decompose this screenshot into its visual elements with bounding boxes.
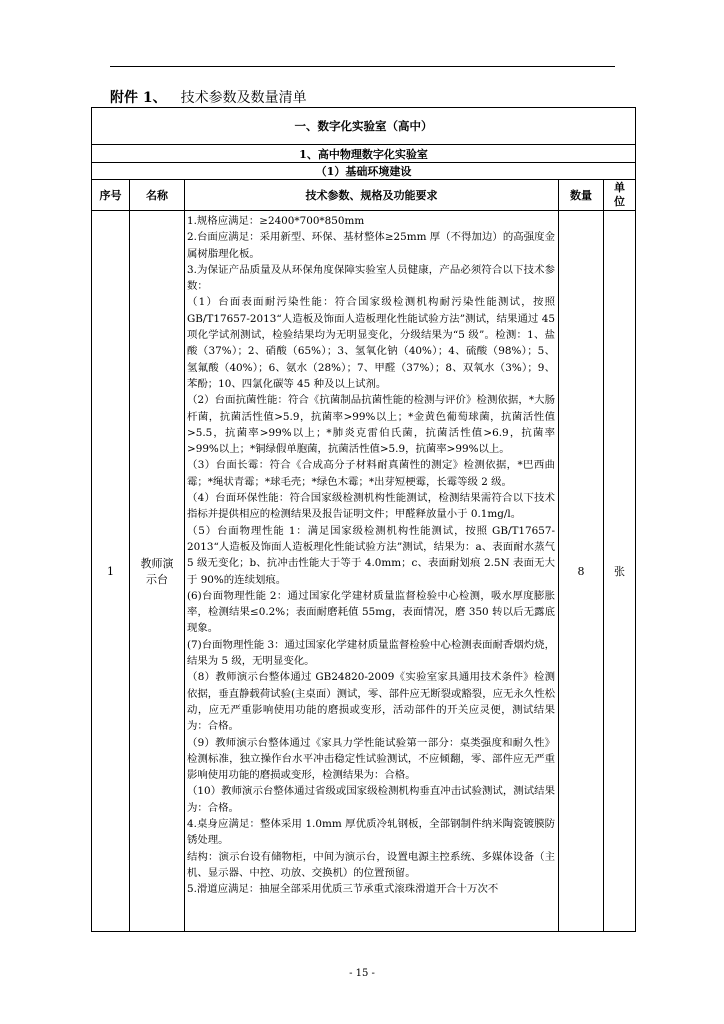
header-name: 名称 xyxy=(130,180,185,211)
spec-paragraph: 3.为保证产品质量及从环保角度保障实验室人员健康，产品必须符合以下技术参数： xyxy=(187,263,555,293)
row-unit: 张 xyxy=(604,211,636,932)
header-unit-line1: 单 xyxy=(614,181,625,194)
spec-paragraph: （4）台面环保性能：符合国家级检测机构性能测试，检测结果需符合以下技术指标并提供相应的检测结果及报告证明文件；甲醛释放量小于 0.1mg/l。 xyxy=(187,492,555,521)
header-unit-line2: 位 xyxy=(614,195,625,208)
attachment-label: 附件 1、 xyxy=(110,90,167,106)
header-row xyxy=(92,180,636,211)
category-title: （1）基础环境建设 xyxy=(92,163,636,180)
subsection-row xyxy=(92,145,636,163)
attachment-heading xyxy=(110,87,307,107)
spec-paragraph: 5.滑道应满足：抽屉全部采用优质三节承重式滚珠滑道开合十万次不 xyxy=(187,883,499,896)
spec-paragraph: （8）教师演示台整体通过 GB24820-2009《实验室家具通用技术条件》检测依据，垂直静载荷试验(主桌面）测试，零、部件应无断裂或豁裂，应无永久性松动，应无严重影响使用功能的磨损或变形，活动部件的开关应灵便，测试结果为：合格。 xyxy=(187,671,555,733)
spec-paragraph: 4.桌身应满足：整体采用 1.0mm 厚优质冷轧钢板，全部钢制件纳米陶瓷镀膜防锈处理。 xyxy=(187,817,555,847)
page-number: - 15 - xyxy=(349,968,375,979)
row-name-line1: 教师演 xyxy=(140,557,174,570)
spec-paragraph: （5）台面物理性能 1：满足国家级检测机构性能测试，按照 GB/T17657-2013“人造板及饰面人造板理化性能试验方法”测试，结果为：a、表面耐水蒸气 5 级无变化；b、抗冲击性能大于等于 4.0mm；c、表面耐划痕 2.5N 表面无大于 90%的连续划痕。 xyxy=(187,524,555,586)
spec-paragraph: (7)台面物理性能 3：通过国家化学建材质量监督检验中心检测表面耐香烟灼烧，结果为 5 级，无明显变化。 xyxy=(187,638,555,668)
row-index: 1 xyxy=(92,211,130,932)
category-row xyxy=(92,163,636,180)
row-name-line2: 示台 xyxy=(146,573,168,586)
row-spec xyxy=(185,211,559,932)
table-row xyxy=(92,211,636,932)
header-rule xyxy=(110,66,615,67)
section-row xyxy=(92,108,636,145)
attachment-title: 技术参数及数量清单 xyxy=(180,90,307,106)
section-title: 一、数字化实验室（高中） xyxy=(92,108,636,145)
spec-paragraph: 结构：演示台设有储物柜，中间为演示台，设置电源主控系统、多媒体设备（主机、显示器、中控、功放、交换机）的位置预留。 xyxy=(187,850,555,879)
spec-table xyxy=(91,107,636,932)
header-index: 序号 xyxy=(92,180,130,211)
header-unit xyxy=(604,180,636,211)
spec-paragraph: （9）教师演示台整体通过《家具力学性能试验第一部分：桌类强度和耐久性》检测标准，独立操作台水平冲击稳定性试验测试，不应倾翻，零、部件应无严重影响使用功能的磨损或变形，检测结果为：合格。 xyxy=(187,736,555,782)
spec-paragraph: （2）台面抗菌性能：符合《抗菌制品抗菌性能的检测与评价》检测依据，*大肠杆菌，抗菌活性值>5.9，抗菌率>99%以上；*金黄色葡萄球菌，抗菌活性值>5.5，抗菌率>99%以上；*肺炎克雷伯氏菌，抗菌活性值>6.9，抗菌率>99%以上；*铜绿假单胞菌，抗菌活性值>5.9，抗菌率>99%以上。 xyxy=(187,394,555,456)
spec-paragraph: (6)台面物理性能 2：通过国家化学建材质量监督检验中心检测，吸水厚度膨胀率，检测结果≤0.2%；表面耐磨耗值 55mg，表面情况，磨 350 转以后无露底现象。 xyxy=(187,589,555,635)
row-qty: 8 xyxy=(559,211,604,932)
spec-paragraph: （3）台面长霉：符合《合成高分子材料耐真菌性的测定》检测依据，*巴西曲霉；*绳状青霉；*球毛壳；*绿色木霉；*出芽短梗霉，长霉等级 2 级。 xyxy=(187,459,555,488)
row-name xyxy=(130,211,185,932)
spec-paragraph: （1）台面表面耐污染性能：符合国家级检测机构耐污染性能测试，按照 GB/T17657-2013“人造板及饰面人造板理化性能试验方法”测试，结果通过 45 项化学试剂测试，检验结果均为无明显变化，分级结果为“5 级”。检测：1、盐酸（37%）；2、硝酸（65%）；3、氢氧化钠（40%）；4、硫酸（98%）；5、氢氟酸（40%）；6、氨水（28%）；7、甲醛（37%）；8、双氧水（3%）；9、苯酚；10、四氯化碳等 45 种及以上试剂。 xyxy=(187,296,555,390)
header-spec: 技术参数、规格及功能要求 xyxy=(185,180,559,211)
spec-paragraph: 2.台面应满足：采用新型、环保、基材整体≥25mm 厚（不得加边）的高强度金属树脂理化板。 xyxy=(187,231,555,260)
spec-paragraph: （10）教师演示台整体通过省级或国家级检测机构垂直冲击试验测试，测试结果为：合格。 xyxy=(187,785,555,814)
header-qty: 数量 xyxy=(559,180,604,211)
spec-paragraph: 1.规格应满足：≥2400*700*850mm xyxy=(187,215,365,227)
subsection-title: 1、高中物理数字化实验室 xyxy=(92,145,636,163)
